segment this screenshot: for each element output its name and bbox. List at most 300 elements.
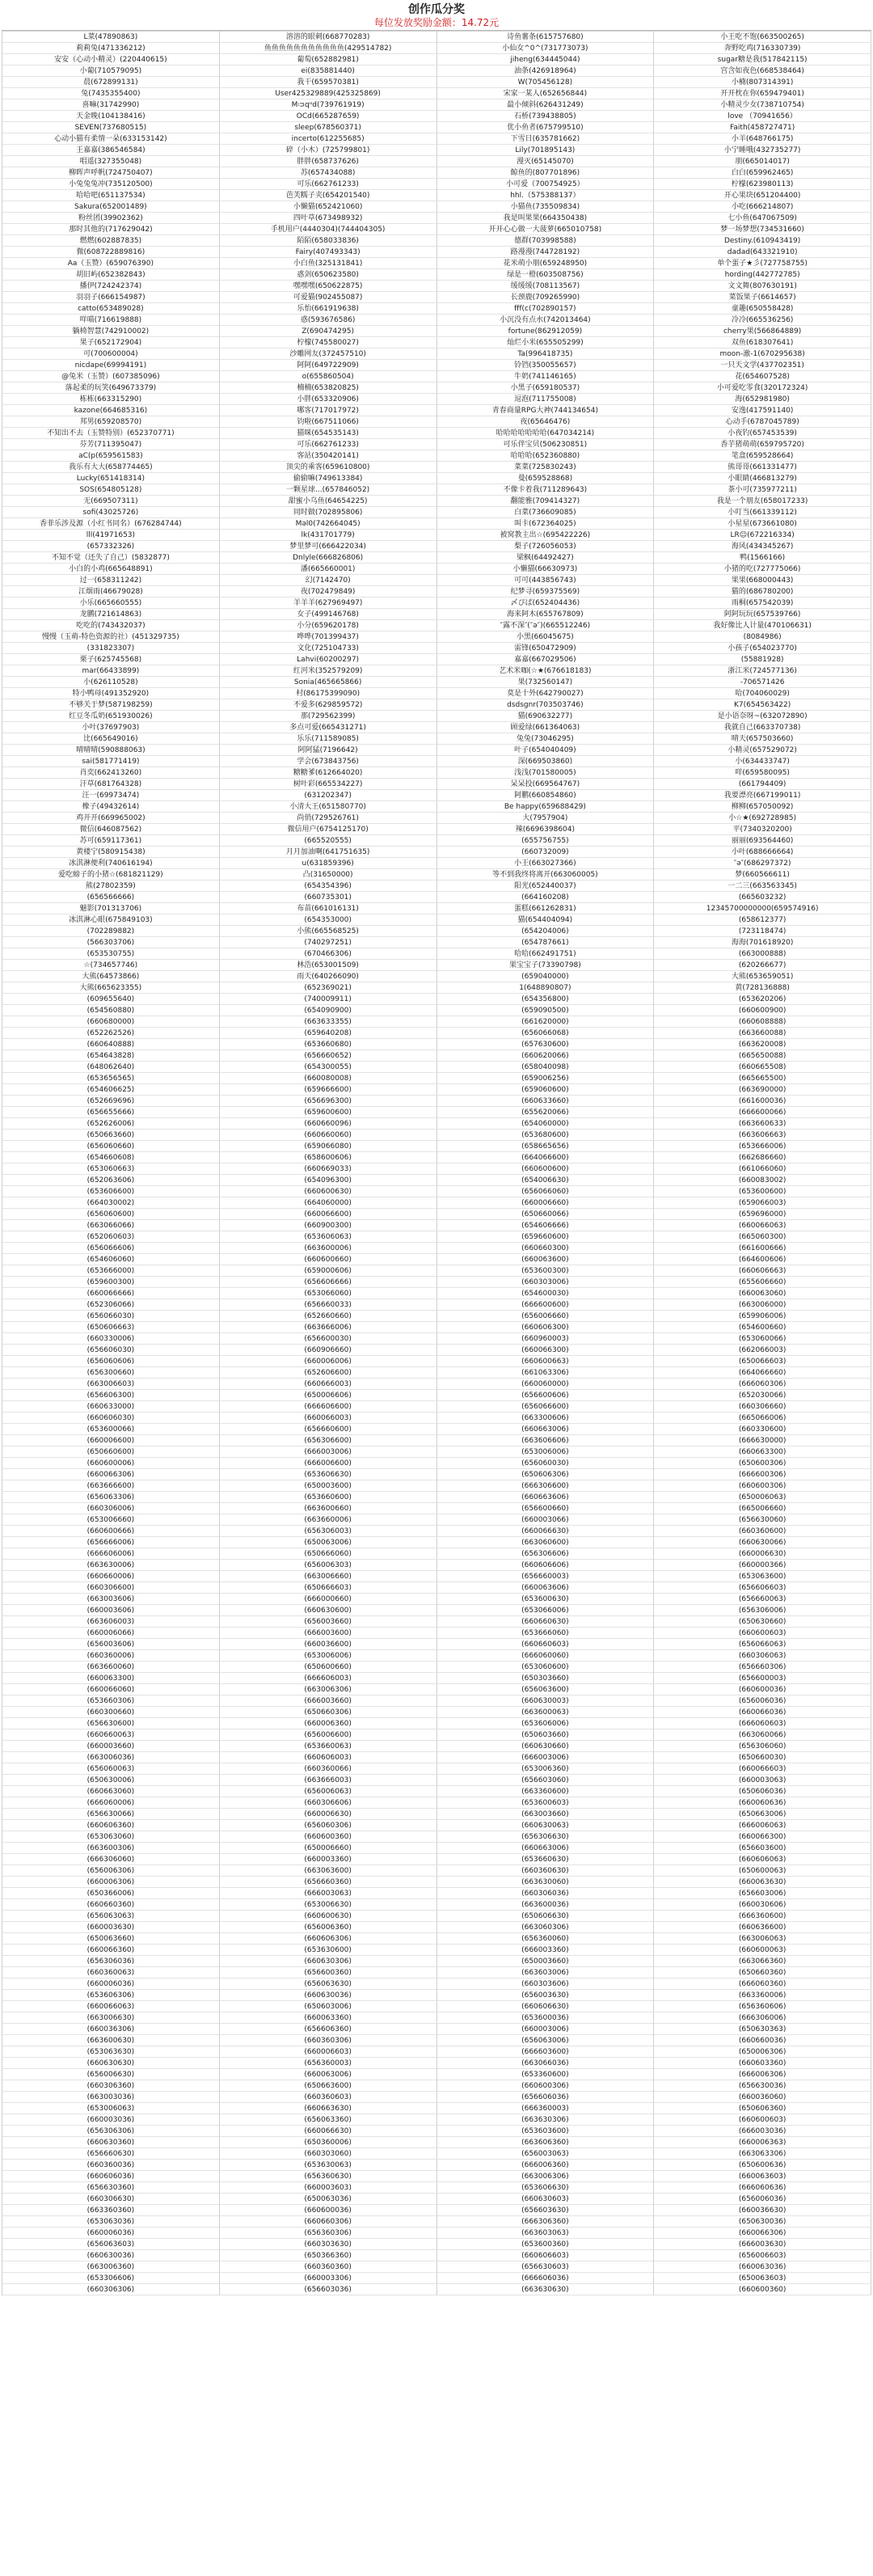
participant-cell: (666006600) bbox=[220, 1458, 437, 1469]
participant-cell: (652606600) bbox=[220, 1367, 437, 1379]
participant-cell: (656066030) bbox=[2, 1311, 220, 1322]
participant-cell: (660003066) bbox=[437, 1514, 655, 1526]
participant-cell: (654787661) bbox=[437, 937, 655, 948]
participant-cell: (661600666) bbox=[654, 1243, 871, 1254]
participant-cell: (660663060) bbox=[2, 1786, 220, 1797]
participant-cell: (653666006) bbox=[654, 1141, 871, 1152]
participant-cell: (660600306) bbox=[654, 1480, 871, 1492]
participant-cell: 偷偷嘛(749613384) bbox=[220, 473, 437, 484]
participant-cell: (660906660) bbox=[220, 1345, 437, 1356]
participant-cell: (650006660) bbox=[220, 1843, 437, 1854]
participant-cell: 嘉嘉(667029506) bbox=[437, 654, 655, 665]
participant-cell: (654606666) bbox=[437, 1220, 655, 1231]
participant-cell: (656606036) bbox=[437, 2092, 655, 2103]
participant-cell: (654356800) bbox=[437, 994, 655, 1005]
participant-cell: 心动手(6787045789) bbox=[654, 416, 871, 428]
participant-cell: (660606036) bbox=[2, 2171, 220, 2182]
participant-cell: 王嘉嘉(386546584) bbox=[2, 145, 220, 156]
participant-cell: (660606030) bbox=[2, 1413, 220, 1424]
participant-cell: (659006256) bbox=[437, 1073, 655, 1084]
participant-cell: cherry果(566864889) bbox=[654, 326, 871, 337]
participant-cell: (663600063) bbox=[437, 1707, 655, 1718]
participant-cell: (660006363) bbox=[654, 2137, 871, 2148]
participant-cell: (664066600) bbox=[437, 1152, 655, 1163]
participant-cell: 唱遥(327355048) bbox=[2, 156, 220, 167]
participant-cell: lk(431701779) bbox=[220, 530, 437, 541]
participant-cell: 〆ぴぱ(652404436) bbox=[437, 598, 655, 609]
participant-cell: (660600036) bbox=[220, 2205, 437, 2216]
participant-cell: (650066603) bbox=[654, 1356, 871, 1367]
participant-cell: (663000888) bbox=[654, 948, 871, 960]
participant-cell: (653006660) bbox=[2, 1514, 220, 1526]
participant-cell: 可爱猫(902455087) bbox=[220, 292, 437, 303]
participant-cell: (660630600) bbox=[220, 1605, 437, 1616]
participant-cell: (660663300) bbox=[654, 1446, 871, 1458]
participant-cell: (656603036) bbox=[220, 2284, 437, 2295]
participant-cell: 德群(703998588) bbox=[437, 235, 655, 247]
participant-cell: 我要漂亮(667199011) bbox=[654, 790, 871, 801]
participant-cell: (660636600) bbox=[654, 1922, 871, 1933]
participant-cell: 果(732560147) bbox=[437, 677, 655, 688]
participant-cell: (660066036) bbox=[654, 1707, 871, 1718]
participant-cell: (650663600) bbox=[220, 2080, 437, 2092]
participant-cell: (660606606) bbox=[437, 1560, 655, 1571]
participant-cell: (653006360) bbox=[437, 1763, 655, 1775]
participant-cell: (660060636) bbox=[654, 1797, 871, 1809]
participant-cell: 海来阿木(655767809) bbox=[437, 609, 655, 620]
participant-cell: 平(7340320200) bbox=[654, 824, 871, 835]
participant-cell: (664600606) bbox=[654, 1254, 871, 1265]
participant-cell: (663006063) bbox=[654, 1933, 871, 1945]
participant-cell: 阿阿(649722909) bbox=[220, 360, 437, 371]
participant-cell: (660600063) bbox=[654, 1945, 871, 1956]
participant-cell: 四叶草(673498932) bbox=[220, 213, 437, 224]
participant-cell: (660360600) bbox=[654, 1526, 871, 1537]
participant-cell: 微(608722889816) bbox=[2, 247, 220, 258]
participant-cell: (656006360) bbox=[220, 1922, 437, 1933]
participant-cell: (660360630) bbox=[437, 1865, 655, 1877]
participant-cell: (660630603) bbox=[437, 2194, 655, 2205]
participant-cell: ☆(734657746) bbox=[2, 960, 220, 971]
participant-cell: (660303060) bbox=[220, 2148, 437, 2160]
participant-cell: ″ə″(686297372) bbox=[654, 858, 871, 869]
participant-cell: (660066360) bbox=[2, 1945, 220, 1956]
participant-cell: 雨天(640266090) bbox=[220, 971, 437, 982]
participant-cell: 肖奕(662413260) bbox=[2, 767, 220, 779]
participant-cell: 一颗星球...(657846052) bbox=[220, 484, 437, 496]
participant-cell: (656666006) bbox=[2, 1537, 220, 1548]
participant-cell: (660080008) bbox=[220, 1073, 437, 1084]
participant-cell: (656660033) bbox=[220, 1299, 437, 1311]
participant-cell: (666306006) bbox=[654, 2012, 871, 2024]
participant-cell: (660003006) bbox=[437, 2024, 655, 2035]
participant-cell: (660600663) bbox=[437, 1356, 655, 1367]
participant-cell: (660640888) bbox=[2, 1039, 220, 1050]
participant-cell: (663003606) bbox=[2, 1594, 220, 1605]
participant-cell: 大熊(665623355) bbox=[2, 982, 220, 994]
participant-cell: (666003036) bbox=[654, 2126, 871, 2137]
participant-cell: 最小倾斜(626431249) bbox=[437, 99, 655, 111]
participant-cell: 蛋糕(661262831) bbox=[437, 903, 655, 914]
participant-cell: (654090900) bbox=[220, 1005, 437, 1016]
participant-cell: (656306006) bbox=[654, 1605, 871, 1616]
participant-cell: (661794409) bbox=[654, 779, 871, 790]
participant-cell: (663606360) bbox=[437, 2137, 655, 2148]
participant-cell: catto(653489028) bbox=[2, 303, 220, 315]
participant-cell: LR☺(672216334) bbox=[654, 530, 871, 541]
participant-cell: (663603063) bbox=[437, 2228, 655, 2239]
participant-cell: 碎（小木）(725799801) bbox=[220, 145, 437, 156]
participant-cell: 溶溶的眼刺(668770283) bbox=[220, 32, 437, 43]
participant-cell: (653660680) bbox=[220, 1039, 437, 1050]
participant-cell: (650600063) bbox=[654, 1865, 871, 1877]
participant-cell: (666003600) bbox=[220, 1628, 437, 1639]
participant-cell: (660003360) bbox=[220, 1854, 437, 1865]
participant-cell: (656603600) bbox=[654, 1843, 871, 1854]
participant-cell: OCd(665287659) bbox=[220, 111, 437, 122]
participant-cell: (663006000) bbox=[654, 1299, 871, 1311]
participant-cell: (653360600) bbox=[437, 2069, 655, 2080]
participant-cell: (657332326) bbox=[2, 541, 220, 552]
participant-cell: 熊(27802359) bbox=[2, 880, 220, 892]
participant-cell: (660600603) bbox=[654, 1628, 871, 1639]
participant-cell: 咩喵(716619888) bbox=[2, 315, 220, 326]
participant-cell: 布苗(661016131) bbox=[220, 903, 437, 914]
participant-cell: 苏(657434088) bbox=[220, 167, 437, 179]
participant-cell: (658612377) bbox=[654, 914, 871, 926]
participant-cell: Z(690474295) bbox=[220, 326, 437, 337]
participant-cell: lll(41971653) bbox=[2, 530, 220, 541]
participant-cell: 果宝宝子(73390798) bbox=[437, 960, 655, 971]
participant-cell: (660900300) bbox=[220, 1220, 437, 1231]
participant-cell: (666060060) bbox=[437, 1650, 655, 1662]
participant-cell: (666003360) bbox=[437, 1945, 655, 1956]
participant-cell: (660306600) bbox=[2, 1582, 220, 1594]
participant-cell: (666306600) bbox=[437, 1480, 655, 1492]
participant-cell: (650606630) bbox=[437, 1911, 655, 1922]
participant-cell: (650003660) bbox=[437, 1956, 655, 1967]
participant-cell: (660666003) bbox=[220, 1379, 437, 1390]
participant-cell: 诗鱼薯条(615757680) bbox=[437, 32, 655, 43]
participant-cell: (663006306) bbox=[437, 2171, 655, 2182]
participant-cell: (654204006) bbox=[437, 926, 655, 937]
participant-cell: (660006630) bbox=[654, 1548, 871, 1560]
participant-cell: (661620000) bbox=[437, 1016, 655, 1028]
participant-cell: 哈哈哈哈哈哈哈(647034214) bbox=[437, 428, 655, 439]
participant-cell: (653530755) bbox=[2, 948, 220, 960]
participant-cell: (663063600) bbox=[220, 1865, 437, 1877]
participant-cell: (653600036) bbox=[437, 2012, 655, 2024]
participant-cell: (650606360) bbox=[654, 2103, 871, 2114]
participant-cell: (660660300) bbox=[437, 1243, 655, 1254]
participant-cell: 果果(668000443) bbox=[654, 575, 871, 586]
participant-cell: (656006600) bbox=[220, 1729, 437, 1741]
participant-cell: (652060603) bbox=[2, 1231, 220, 1243]
participant-cell: (656006036) bbox=[654, 2194, 871, 2205]
participant-cell: 乐怡(661919638) bbox=[220, 303, 437, 315]
participant-cell: 小兔兔兔冲(735120500) bbox=[2, 179, 220, 190]
participant-cell: hhl.（575388137） bbox=[437, 190, 655, 201]
participant-cell: (660360306) bbox=[220, 2035, 437, 2046]
participant-cell: 哈哈哈(652360880) bbox=[437, 450, 655, 462]
participant-cell: 单个蛋子★彡(727758755) bbox=[654, 258, 871, 269]
participant-cell: (655606660) bbox=[654, 1277, 871, 1288]
participant-cell: (653666000) bbox=[2, 1265, 220, 1277]
participant-cell: 兔(7435355400) bbox=[2, 88, 220, 99]
participant-cell: (660620066) bbox=[437, 1050, 655, 1062]
participant-cell: 葡萄(652882981) bbox=[220, 54, 437, 65]
participant-cell: (663300606) bbox=[437, 1413, 655, 1424]
participant-cell: 下雪日(635781662) bbox=[437, 133, 655, 145]
participant-cell: hording(442772785) bbox=[654, 269, 871, 281]
participant-cell: 柠檬(623980113) bbox=[654, 179, 871, 190]
participant-cell: 女子(499146768) bbox=[220, 609, 437, 620]
participant-cell: (663630630) bbox=[437, 2284, 655, 2295]
participant-cell: (656063063) bbox=[2, 1911, 220, 1922]
participant-cell: 安安（心动小精灵）(220440615) bbox=[2, 54, 220, 65]
participant-cell: 等不到我终将离开(663060005) bbox=[437, 869, 655, 880]
participant-cell: sleep(678560371) bbox=[220, 122, 437, 133]
participant-cell: (666600066) bbox=[654, 1107, 871, 1118]
participant-cell: (660083002) bbox=[654, 1175, 871, 1186]
participant-cell: (656063306) bbox=[2, 1492, 220, 1503]
participant-cell: 小王吃不饱(663500265) bbox=[654, 32, 871, 43]
participant-cell: Mᴞqᵘd(739761919) bbox=[220, 99, 437, 111]
participant-cell: 艺术米咖(☆★(676618183) bbox=[437, 665, 655, 677]
participant-cell: 学会(673843756) bbox=[220, 756, 437, 767]
participant-cell: (663360360) bbox=[2, 2205, 220, 2216]
participant-cell: (660600360) bbox=[654, 2284, 871, 2295]
participant-cell: 黄楼宁(580915438) bbox=[2, 847, 220, 858]
participant-cell: (650006606) bbox=[220, 1390, 437, 1401]
participant-cell: (650063660) bbox=[2, 1933, 220, 1945]
participant-cell: 咩(659580095) bbox=[654, 767, 871, 779]
participant-cell: 莫是十外(642790027) bbox=[437, 688, 655, 699]
participant-cell: (666606036) bbox=[437, 2273, 655, 2284]
participant-cell: (663620008) bbox=[654, 1039, 871, 1050]
participant-cell: 喜嘛(31742990) bbox=[2, 99, 220, 111]
participant-cell: 小夜钓(657453539) bbox=[654, 428, 871, 439]
participant-cell: (653660306) bbox=[2, 1696, 220, 1707]
participant-cell: (660063036) bbox=[654, 2261, 871, 2273]
participant-cell: (650660600) bbox=[2, 1446, 220, 1458]
participant-cell: 梦里梦可(666422034) bbox=[220, 541, 437, 552]
participant-cell: love （70941656） bbox=[654, 111, 871, 122]
participant-cell: (653066006) bbox=[437, 1605, 655, 1616]
participant-cell: 晨(672899131) bbox=[2, 77, 220, 88]
participant-cell: (660006660) bbox=[437, 1197, 655, 1209]
participant-cell: 苏可(659117361) bbox=[2, 835, 220, 847]
participant-cell: 可(700600004) bbox=[2, 348, 220, 360]
participant-cell: (656360060) bbox=[437, 1933, 655, 1945]
participant-cell: (650630660) bbox=[654, 1616, 871, 1628]
participant-cell: (659066003) bbox=[654, 1197, 871, 1209]
participant-cell: 双鱼(618307641) bbox=[654, 337, 871, 348]
participant-cell: (660606063) bbox=[654, 1854, 871, 1865]
participant-cell: (660600306) bbox=[437, 2080, 655, 2092]
participant-cell: (666060603) bbox=[654, 1718, 871, 1729]
participant-cell: 夜(65646476) bbox=[437, 416, 655, 428]
participant-cell: (663630006) bbox=[2, 1560, 220, 1571]
participant-cell: (666360600) bbox=[654, 1911, 871, 1922]
participant-cell: (656006630) bbox=[2, 2069, 220, 2080]
participant-cell: (650663006) bbox=[654, 1809, 871, 1820]
participant-cell: 小熊(665568525) bbox=[220, 926, 437, 937]
participant-cell: 一二三(663563345) bbox=[654, 880, 871, 892]
participant-cell: 猫的(686780200) bbox=[654, 586, 871, 598]
participant-cell: (663006630) bbox=[2, 2012, 220, 2024]
participant-cell: (659660600) bbox=[437, 1231, 655, 1243]
participant-cell: (660036630) bbox=[654, 2205, 871, 2216]
participant-cell: (660732009) bbox=[437, 847, 655, 858]
participant-cell: (660006006) bbox=[220, 1356, 437, 1367]
participant-cell: (650606036) bbox=[654, 1786, 871, 1797]
participant-cell: (650630363) bbox=[654, 2024, 871, 2035]
participant-cell: (660633660) bbox=[437, 1096, 655, 1107]
participant-cell: 羊羊羊(627969497) bbox=[220, 598, 437, 609]
participant-cell: 白菜(736609085) bbox=[437, 507, 655, 518]
participant-cell: (660306606) bbox=[220, 1797, 437, 1809]
participant-cell: (663630306) bbox=[437, 2114, 655, 2126]
participant-cell: 哈哈(662491751) bbox=[437, 948, 655, 960]
participant-cell: 菜菜(725830243) bbox=[437, 462, 655, 473]
participant-cell: 被窝教主出☆(695422226) bbox=[437, 530, 655, 541]
participant-cell: 小葡(710579095) bbox=[2, 65, 220, 77]
participant-cell: (650360006) bbox=[220, 2137, 437, 2148]
participant-cell: (650003600) bbox=[220, 1480, 437, 1492]
participant-cell: 猫(654404094) bbox=[437, 914, 655, 926]
participant-cell: (652626006) bbox=[2, 1118, 220, 1130]
participant-cell: 海(652981980) bbox=[654, 394, 871, 405]
participant-cell: 雷锋(650472909) bbox=[437, 643, 655, 654]
participant-cell: (653063630) bbox=[2, 2046, 220, 2058]
participant-cell: (663660006) bbox=[220, 1514, 437, 1526]
participant-cell: (663006360) bbox=[2, 2261, 220, 2273]
participant-cell: (650366006) bbox=[2, 1888, 220, 1899]
participant-cell: (653006063) bbox=[2, 2103, 220, 2114]
participant-cell: 陌陌(658033836) bbox=[220, 235, 437, 247]
participant-cell: (660063360) bbox=[220, 2012, 437, 2024]
participant-cell: (660600006) bbox=[2, 1458, 220, 1469]
participant-cell: (656063006) bbox=[437, 2035, 655, 2046]
participant-cell: (660660006) bbox=[2, 1571, 220, 1582]
participant-cell: (656360630) bbox=[220, 2171, 437, 2182]
participant-cell: (666360003) bbox=[437, 2103, 655, 2114]
participant-cell: (650600306) bbox=[654, 1458, 871, 1469]
participant-cell: fff(c(702890157) bbox=[437, 303, 655, 315]
participant-cell: (659666600) bbox=[220, 1084, 437, 1096]
participant-cell: (660306306) bbox=[2, 2284, 220, 2295]
participant-cell: (664060000) bbox=[220, 1197, 437, 1209]
participant-cell: 阿鹏(660854860) bbox=[437, 790, 655, 801]
participant-cell: 特小鸭母(491352920) bbox=[2, 688, 220, 699]
participant-cell: (653606630) bbox=[220, 1469, 437, 1480]
participant-cell: 小叶(688666664) bbox=[654, 847, 871, 858]
participant-cell: 菜饭果子(6614657) bbox=[654, 292, 871, 303]
participant-cell: (659060600) bbox=[437, 1084, 655, 1096]
participant-cell: (663600630) bbox=[2, 2035, 220, 2046]
participant-cell: 纪梦寻(659375569) bbox=[437, 586, 655, 598]
participant-cell: (660066063) bbox=[2, 2001, 220, 2012]
participant-cell: (656006063) bbox=[220, 1786, 437, 1797]
participant-cell: (656063630) bbox=[220, 1978, 437, 1990]
participant-cell: (660306006) bbox=[2, 1503, 220, 1514]
participant-cell: (663360006) bbox=[654, 1990, 871, 2001]
participant-cell: Dnlyle(666826806) bbox=[220, 552, 437, 564]
participant-cell: (656006660) bbox=[437, 1311, 655, 1322]
participant-cell: (660660036) bbox=[654, 2035, 871, 2046]
participant-cell: (660960003) bbox=[437, 1333, 655, 1345]
participant-cell: (653600360) bbox=[437, 2239, 655, 2250]
participant-cell: (740009911) bbox=[220, 994, 437, 1005]
participant-cell: (653006006) bbox=[220, 1650, 437, 1662]
participant-cell: 一只天文学(437702351) bbox=[654, 360, 871, 371]
participant-cell: 小清大王(651580770) bbox=[220, 801, 437, 813]
participant-cell: (650660306) bbox=[220, 1707, 437, 1718]
participant-cell: (660006603) bbox=[220, 2046, 437, 2058]
participant-cell: (660660096) bbox=[220, 1118, 437, 1130]
participant-cell: (660606630) bbox=[437, 2001, 655, 2012]
participant-cell: (652063606) bbox=[2, 1175, 220, 1186]
participant-cell: 红河米(352579209) bbox=[220, 665, 437, 677]
participant-cell: 灿烂小米(655505299) bbox=[437, 337, 655, 348]
participant-cell: (666003063) bbox=[220, 1888, 437, 1899]
participant-cell: 梦一场梦想(734531660) bbox=[654, 224, 871, 235]
participant-cell: 缓缓缓(708113567) bbox=[437, 281, 655, 292]
participant-cell: (660306660) bbox=[654, 1401, 871, 1413]
participant-cell: (660735301) bbox=[220, 892, 437, 903]
participant-cell: (660063606) bbox=[437, 1582, 655, 1594]
participant-cell: (660600900) bbox=[654, 1005, 871, 1016]
participant-cell: ″露不深″(″ə″)(665512246) bbox=[437, 620, 655, 631]
participant-cell: 客站(350420141) bbox=[220, 450, 437, 462]
participant-cell: (666606600) bbox=[220, 1401, 437, 1413]
participant-cell: (660633000) bbox=[2, 1401, 220, 1413]
participant-cell: 文文舞(807630191) bbox=[654, 281, 871, 292]
participant-cell: 柳柳(657050092) bbox=[654, 801, 871, 813]
participant-cell: 小可爱吃零食(320172324) bbox=[654, 382, 871, 394]
participant-cell: (659600300) bbox=[2, 1277, 220, 1288]
participant-cell: (666060306) bbox=[654, 1379, 871, 1390]
participant-cell: 大(7957904) bbox=[437, 813, 655, 824]
participant-cell: (650630036) bbox=[654, 2216, 871, 2228]
participant-cell: Aa（玉赞）(659076390) bbox=[2, 258, 220, 269]
participant-cell: (660630630) bbox=[2, 2058, 220, 2069]
participant-cell: 冷冷(665536256) bbox=[654, 315, 871, 326]
participant-cell: (660600360) bbox=[220, 1831, 437, 1843]
participant-cell: 阿阿玩玩(657539766) bbox=[654, 609, 871, 620]
participant-cell: (650666603) bbox=[220, 1582, 437, 1594]
participant-cell: (656360003) bbox=[220, 2058, 437, 2069]
participant-cell: 林浩(653001509) bbox=[220, 960, 437, 971]
participant-cell: (660003630) bbox=[2, 1922, 220, 1933]
participant-cell: (660006066) bbox=[2, 1628, 220, 1639]
participant-cell: 江烟雨(46679028) bbox=[2, 586, 220, 598]
participant-cell: 芬芳(711395047) bbox=[2, 439, 220, 450]
participant-cell: 小懒猫(66630973) bbox=[437, 564, 655, 575]
participant-cell: (660630036) bbox=[2, 2250, 220, 2261]
participant-cell: (650606306) bbox=[437, 1469, 655, 1480]
participant-cell: (660600630) bbox=[220, 1186, 437, 1197]
participant-cell: incerto(612255685) bbox=[220, 133, 437, 145]
participant-cell: 可可(443856743) bbox=[437, 575, 655, 586]
participant-cell: 漫灭(65145070) bbox=[437, 156, 655, 167]
participant-cell: Sakura(652001489) bbox=[2, 201, 220, 213]
participant-cell: 晴天(657503660) bbox=[654, 733, 871, 745]
participant-cell: (620266677) bbox=[654, 960, 871, 971]
participant-cell: 糖糖爹(612664020) bbox=[220, 767, 437, 779]
participant-cell: (653600630) bbox=[437, 1594, 655, 1605]
